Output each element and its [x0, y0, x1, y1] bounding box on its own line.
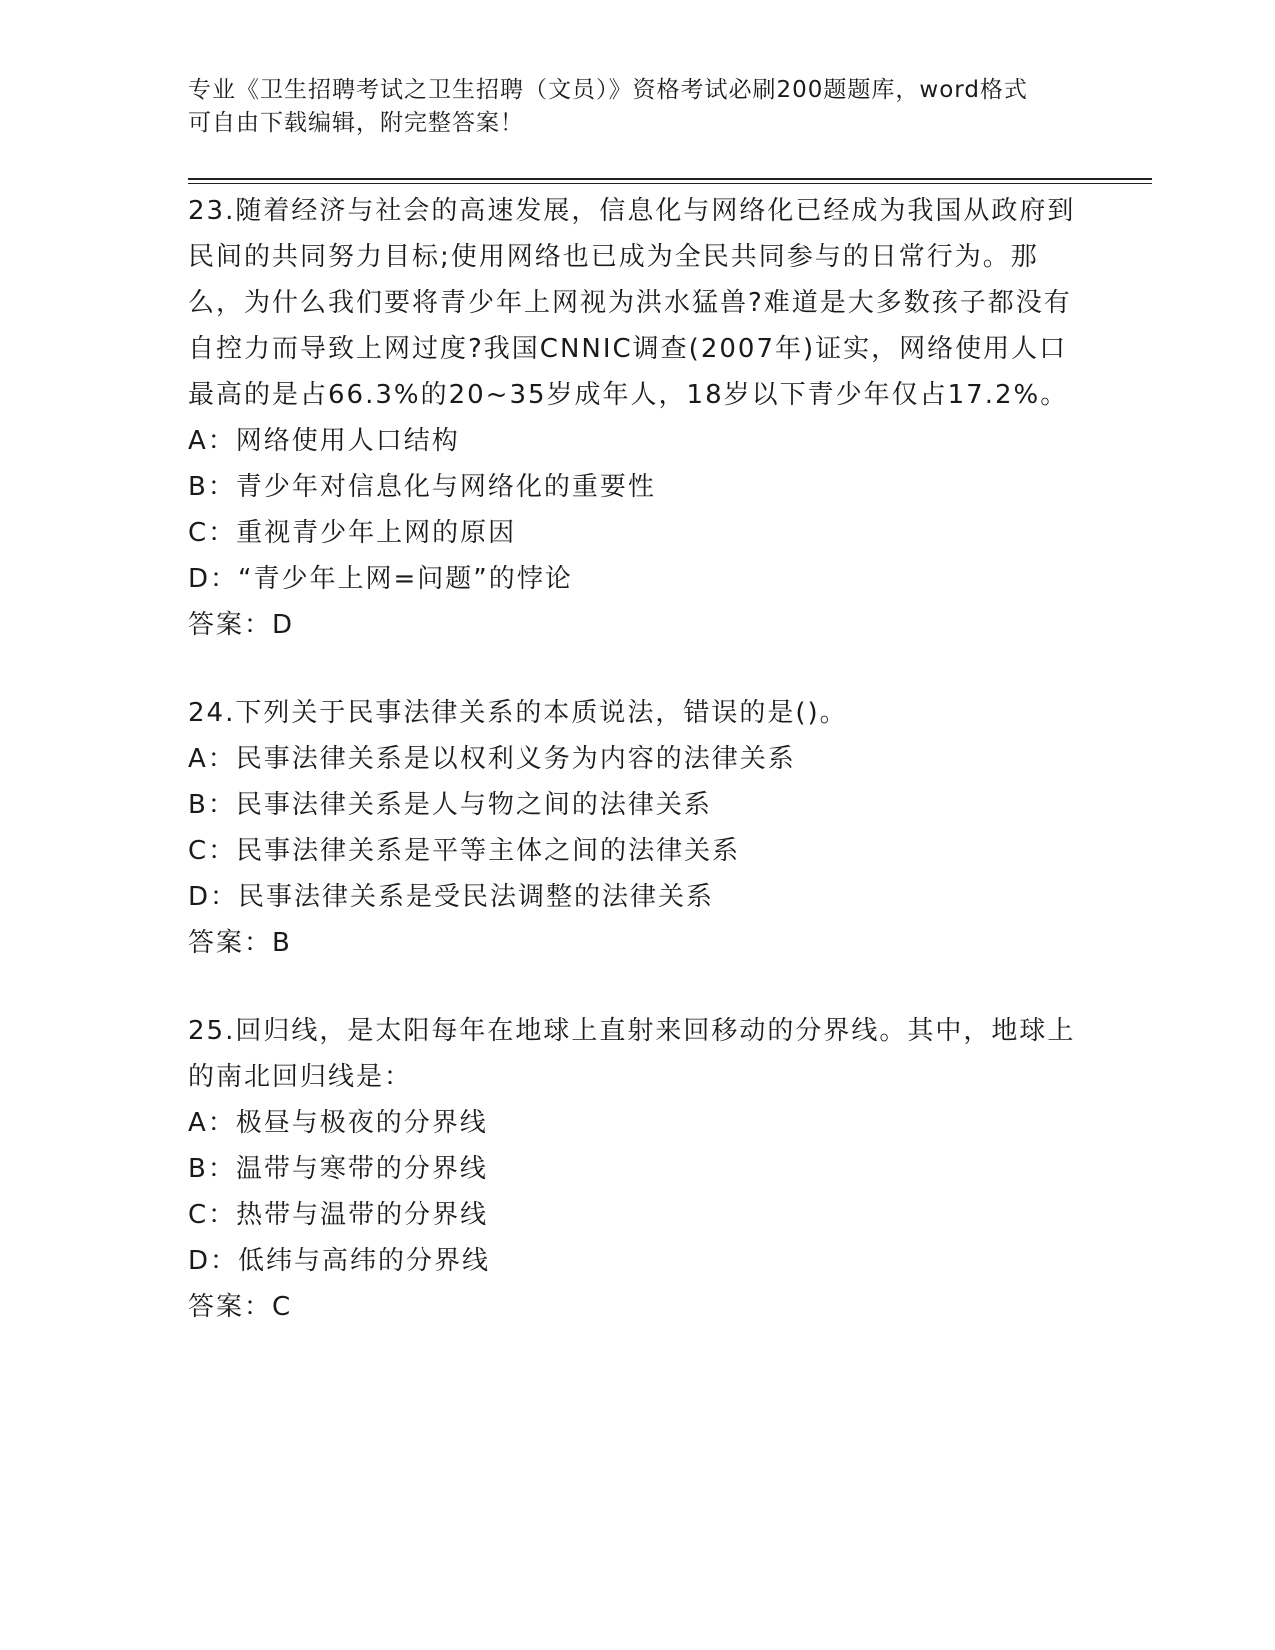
question-list	[188, 188, 1088, 1330]
option-b: B：青少年对信息化与网络化的重要性	[188, 472, 656, 502]
question-stem: 24.下列关于民事法律关系的本质说法，错误的是()。	[188, 698, 848, 728]
option-a: A：网络使用人口结构	[188, 426, 460, 456]
option-d: D：“青少年上网=问题”的悖论	[188, 564, 573, 594]
answer: 答案：B	[188, 928, 292, 958]
header-divider-thick	[188, 178, 1152, 180]
option-b: B：温带与寒带的分界线	[188, 1154, 488, 1184]
question-23	[188, 188, 1088, 648]
option-b: B：民事法律关系是人与物之间的法律关系	[188, 790, 712, 820]
question-25	[188, 1008, 1088, 1330]
option-c: C：重视青少年上网的原因	[188, 518, 517, 548]
header-line-2: 可自由下载编辑，附完整答案！	[188, 110, 524, 136]
question-24	[188, 690, 1088, 966]
header-line-1: 专业《卫生招聘考试之卫生招聘（文员）》资格考试必刷200题题库，word格式	[188, 77, 1028, 103]
option-d: D：低纬与高纬的分界线	[188, 1246, 491, 1276]
option-c: C：热带与温带的分界线	[188, 1200, 489, 1230]
answer: 答案：D	[188, 610, 295, 640]
option-c: C：民事法律关系是平等主体之间的法律关系	[188, 836, 741, 866]
header-divider-thin	[188, 183, 1152, 184]
document-header	[188, 74, 1088, 140]
question-stem: 23.随着经济与社会的高速发展，信息化与网络化已经成为我国从政府到民间的共同努力目标;使用网络也已成为全民共同参与的日常行为。那么，为什么我们要将青少年上网视为洪水猛兽?难道是大多数孩子都没有自控力而导致上网过度?我国CNNIC调查(2007年)证实，网络使用人口最高的是占66.3%的20~35岁成年人，18岁以下青少年仅占17.2%。	[188, 196, 1076, 410]
answer: 答案：C	[188, 1292, 293, 1322]
option-d: D：民事法律关系是受民法调整的法律关系	[188, 882, 715, 912]
question-stem: 25.回归线，是太阳每年在地球上直射来回移动的分界线。其中，地球上的南北回归线是：	[188, 1016, 1076, 1092]
option-a: A：民事法律关系是以权利义务为内容的法律关系	[188, 744, 796, 774]
option-a: A：极昼与极夜的分界线	[188, 1108, 488, 1138]
